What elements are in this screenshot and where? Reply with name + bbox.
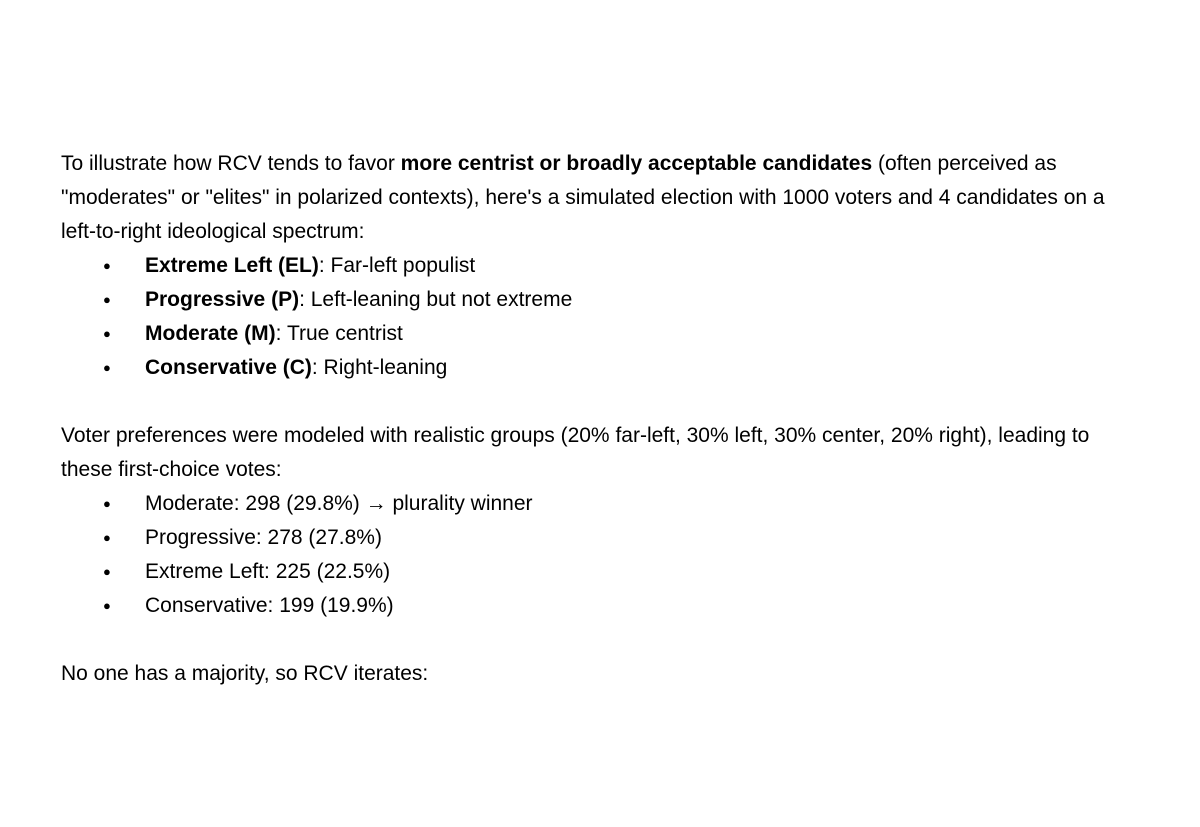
bullet-icon: ●: [103, 496, 111, 511]
bullet-icon: ●: [103, 564, 111, 579]
bullet-icon: ●: [103, 530, 111, 545]
candidate-label: Extreme Left (EL): [145, 254, 319, 277]
candidate-desc: : Left-leaning but not extreme: [299, 288, 573, 311]
candidate-desc: : True centrist: [275, 322, 403, 345]
first-choice-votes-list: [61, 487, 1139, 623]
bullet-icon: ●: [103, 326, 111, 341]
candidate-label: Moderate (M): [145, 322, 276, 345]
intro-text-bold: more centrist or broadly acceptable candidates: [400, 152, 873, 175]
list-item-vote-moderate: [61, 487, 1139, 521]
list-item-vote-extreme-left: [61, 555, 1139, 589]
candidate-desc: : Far-left populist: [318, 254, 476, 277]
bullet-icon: ●: [103, 292, 111, 307]
closing-paragraph: No one has a majority, so RCV iterates:: [61, 662, 429, 685]
intro-text-pre: To illustrate how RCV tends to favor: [61, 152, 401, 175]
list-item-vote-conservative: [61, 589, 1139, 623]
voter-model-paragraph: Voter preferences were modeled with realistic groups (20% far-left, 30% left, 30% center, 20% right), leading to these first-choice votes:: [61, 424, 1090, 481]
list-item-candidate-el: [61, 249, 1139, 283]
list-item-candidate-m: [61, 317, 1139, 351]
bullet-icon: ●: [103, 598, 111, 613]
vote-text: Moderate: 298 (29.8%) → plurality winner: [145, 492, 533, 515]
document-body: [61, 147, 1139, 691]
candidate-label: Progressive (P): [145, 288, 300, 311]
candidate-list: [61, 249, 1139, 385]
list-item-vote-progressive: [61, 521, 1139, 555]
candidate-desc: : Right-leaning: [311, 356, 448, 379]
bullet-icon: ●: [103, 360, 111, 375]
intro-text-post: (often perceived as "moderates" or "elites" in polarized contexts), here's a simulated election with 1000 voters and 4 candidates on a left-to-right ideological spectrum:: [61, 152, 1105, 243]
intro-paragraph: [61, 147, 1139, 249]
vote-text: Extreme Left: 225 (22.5%): [145, 560, 391, 583]
vote-text: Progressive: 278 (27.8%): [145, 526, 382, 549]
vote-text: Conservative: 199 (19.9%): [145, 594, 394, 617]
bullet-icon: ●: [103, 258, 111, 273]
candidate-label: Conservative (C): [145, 356, 312, 379]
list-item-candidate-p: [61, 283, 1139, 317]
list-item-candidate-c: [61, 351, 1139, 385]
